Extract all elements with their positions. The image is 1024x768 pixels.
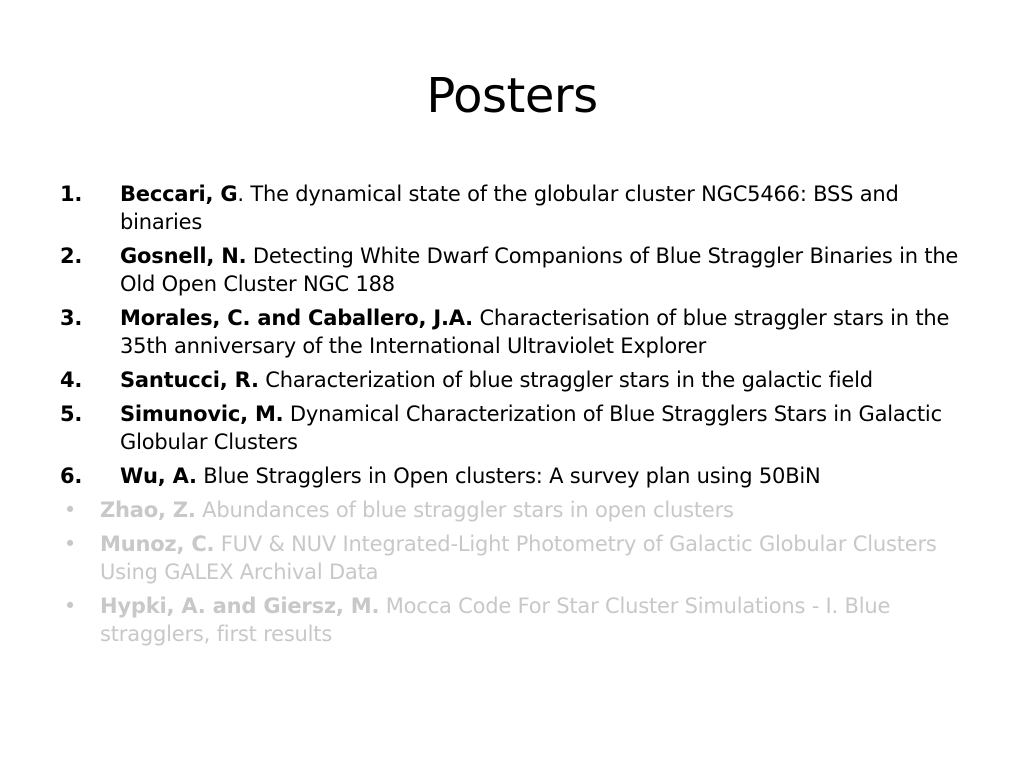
list-item-dimmed	[60, 496, 980, 524]
item-title: Characterisation of blue straggler stars in the 35th anniversary of the International Ultraviolet Explorer	[120, 306, 950, 358]
item-author: Hypki, A. and Giersz, M.	[100, 594, 380, 618]
bullet-marker: •	[63, 594, 77, 618]
item-author: Gosnell, N.	[120, 244, 247, 268]
item-title: Detecting White Dwarf Companions of Blue Straggler Binaries in the Old Open Cluster NGC 188	[120, 244, 959, 296]
poster-list	[60, 180, 980, 654]
list-marker: 4.	[60, 368, 83, 392]
list-item	[60, 180, 980, 236]
item-title: FUV & NUV Integrated-Light Photometry of Galactic Globular Clusters Using GALEX Archival Data	[100, 532, 937, 584]
item-author: Beccari, G	[120, 182, 238, 206]
bullet-marker: •	[63, 498, 77, 522]
item-title: Blue Stragglers in Open clusters: A survey plan using 50BiN	[196, 464, 821, 488]
item-title: Characterization of blue straggler stars in the galactic field	[258, 368, 873, 392]
bullet-marker: •	[63, 532, 77, 556]
item-title: . The dynamical state of the globular cluster NGC5466: BSS and binaries	[120, 182, 899, 234]
item-title: Abundances of blue straggler stars in open clusters	[195, 498, 734, 522]
list-marker: 3.	[60, 306, 83, 330]
item-title: Dynamical Characterization of Blue Stragglers Stars in Galactic Globular Clusters	[120, 402, 942, 454]
list-item-dimmed	[60, 530, 980, 586]
list-marker: 6.	[60, 464, 83, 488]
item-author: Zhao, Z.	[100, 498, 196, 522]
list-marker: 2.	[60, 244, 83, 268]
item-author: Morales, C. and Caballero, J.A.	[120, 306, 473, 330]
list-item	[60, 242, 980, 298]
slide-title: Posters	[426, 68, 598, 124]
list-item	[60, 400, 980, 456]
list-marker: 5.	[60, 402, 83, 426]
item-title: Mocca Code For Star Cluster Simulations - I. Blue stragglers, first results	[100, 594, 891, 646]
list-item-dimmed	[60, 592, 980, 648]
list-item	[60, 462, 980, 490]
item-author: Santucci, R.	[120, 368, 259, 392]
list-item	[60, 366, 980, 394]
list-marker: 1.	[60, 182, 83, 206]
list-item	[60, 304, 980, 360]
item-author: Simunovic, M.	[120, 402, 284, 426]
item-author: Munoz, C.	[100, 532, 215, 556]
item-author: Wu, A.	[120, 464, 197, 488]
